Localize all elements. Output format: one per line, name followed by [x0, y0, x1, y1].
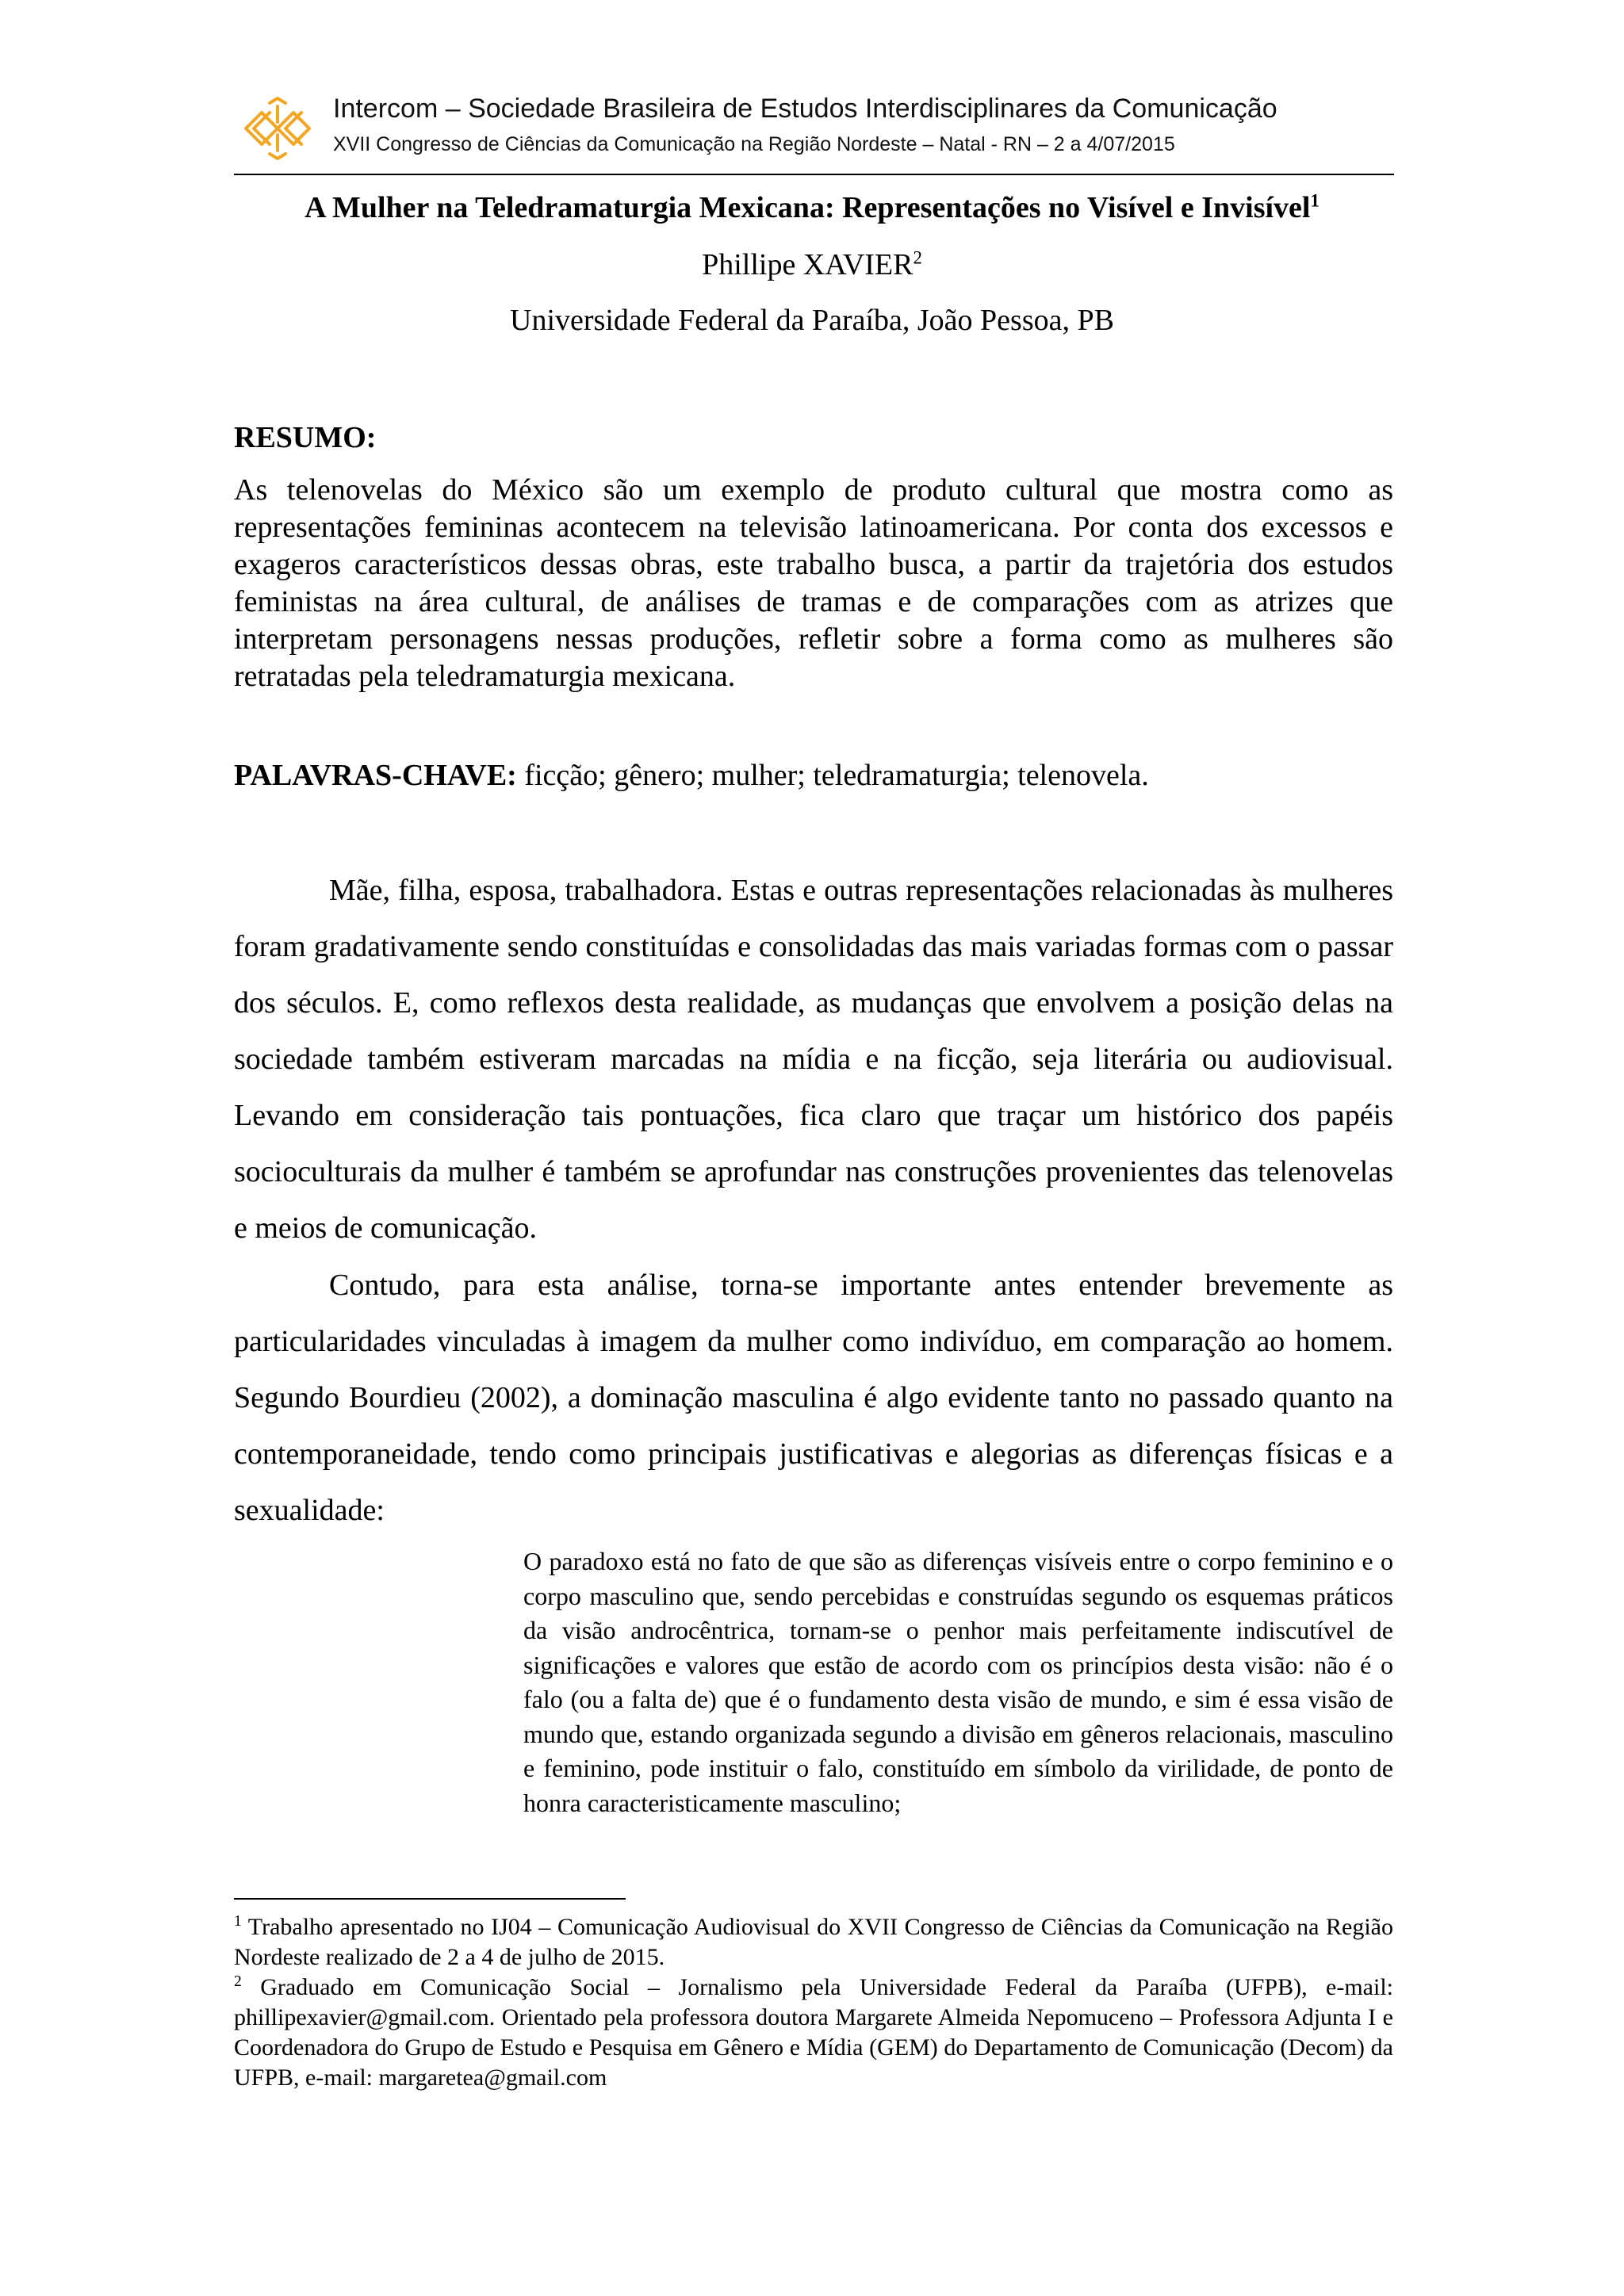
footnote-1-text: Trabalho apresentado no IJ04 – Comunicação Audiovisual do XVII Congresso de Ciências da Comunicação na Região Nordeste realizado de 2 a 4 de julho de 2015.: [234, 1914, 1393, 1970]
footnote-1: [234, 1912, 1393, 1973]
abstract-heading: RESUMO:: [234, 421, 377, 454]
footnotes: [234, 1912, 1393, 2093]
footnote-1-mark: 1: [234, 1913, 242, 1930]
abstract-text: As telenovelas do México são um exemplo de produto cultural que mostra como as representações femininas acontecem na televisão latinoamericana. Por conta dos excessos e exageros característicos dessas obras, este trabalho busca, a partir da trajetória dos estudos feministas na área cultural, de análises de tramas e de comparações com as atrizes que interpretam personagens nessas produções, refletir sobre a forma como as mulheres são retratadas pela teledramaturgia mexicana.: [234, 473, 1393, 693]
keywords: [234, 757, 1393, 794]
footnote-2: [234, 1973, 1393, 2093]
paper-title: [159, 190, 1465, 225]
author-name: [159, 247, 1465, 282]
congress-name: XVII Congresso de Ciências da Comunicação na Região Nordeste – Natal - RN – 2 a 4/07/2015: [333, 133, 1175, 155]
paper-title-text: A Mulher na Teledramaturgia Mexicana: Representações no Visível e Invisível: [304, 191, 1311, 224]
author-affiliation: Universidade Federal da Paraíba, João Pessoa, PB: [510, 304, 1114, 337]
block-quote: O paradoxo está no fato de que são as diferenças visíveis entre o corpo feminino e o corpo masculino que, sendo percebidas e construídas segundo os esquemas práticos da visão androcêntrica, tornam-se o penhor mais perfeitamente indiscutível de significações e valores que estão de acordo com os princípios desta visão: não é o falo (ou a falta de) que é o fundamento desta visão de mundo, e sim é essa visão de mundo que, estando organizada segundo a divisão em gêneros relacionais, masculino e feminino, pode instituir o falo, constituído em símbolo da virilidade, de ponto de honra caracteristicamente masculino;: [523, 1547, 1393, 1817]
intercom-logo-icon: [238, 95, 317, 162]
keywords-text: ficção; gênero; mulher; teledramaturgia; telenovela.: [516, 759, 1149, 792]
footnote-2-mark: 2: [234, 1973, 242, 1990]
footnote-2-text: Graduado em Comunicação Social – Jornalismo pela Universidade Federal da Paraíba (UFPB), e-mail: phillipexavier@gmail.com. Orientado pela professora doutora Margarete Almeida Nepomuceno – Professora Adjunta I e Coordenadora do Grupo de Estudo e Pesquisa em Gênero e Mídia (GEM) do Departamento de Comunicação (Decom) da UFPB, e-mail: margaretea@gmail.com: [234, 1974, 1393, 2091]
organization-name: Intercom – Sociedade Brasileira de Estudos Interdisciplinares da Comunicação: [333, 94, 1277, 124]
body-paragraph-1: Mãe, filha, esposa, trabalhadora. Estas e outras representações relacionadas às mulheres foram gradativamente sendo constituídas e consolidadas das mais variadas formas com o passar dos séculos. E, como reflexos desta realidade, as mudanças que envolvem a posição delas na sociedade também estiveram marcadas na mídia e na ficção, seja literária ou audiovisual. Levando em consideração tais pontuações, fica claro que traçar um histórico dos papéis socioculturais da mulher é também se aprofundar nas construções provenientes das telenovelas e meios de comunicação.: [234, 874, 1393, 1245]
footnote-divider: [234, 1898, 626, 1900]
page-header: [238, 89, 1396, 176]
title-footnote-mark[interactable]: 1: [1310, 190, 1320, 211]
header-divider: [234, 174, 1394, 175]
body-paragraph-2: Contudo, para esta análise, torna-se importante antes entender brevemente as particularidades vinculadas à imagem da mulher como indivíduo, em comparação ao homem. Segundo Bourdieu (2002), a dominação masculina é algo evidente tanto no passado quanto na contemporaneidade, tendo como principais justificativas e alegorias as diferenças físicas e a sexualidade:: [234, 1269, 1393, 1527]
author-footnote-mark[interactable]: 2: [913, 247, 922, 268]
author-name-text: Phillipe XAVIER: [702, 248, 914, 281]
keywords-label: PALAVRAS-CHAVE:: [234, 759, 517, 792]
